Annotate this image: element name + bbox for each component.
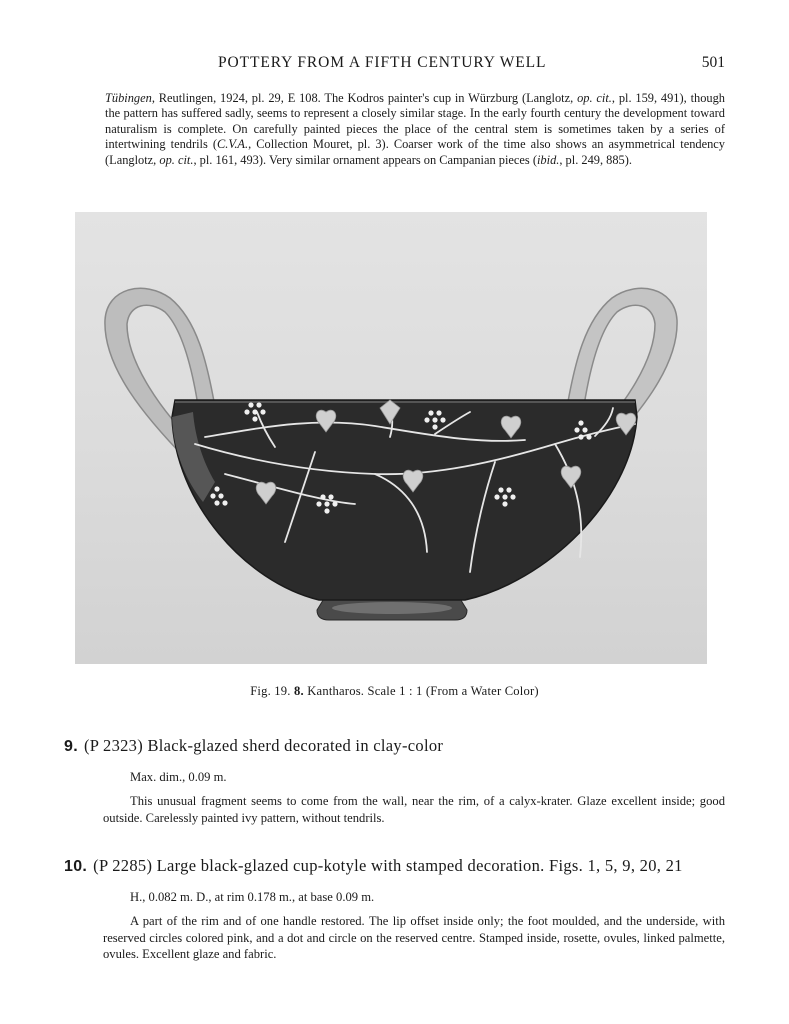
intro-italic-run: op. cit. bbox=[577, 91, 612, 105]
caption-prefix: Fig. 19. bbox=[250, 684, 291, 698]
caption-text: Kantharos. Scale 1 : 1 (From a Water Color) bbox=[307, 684, 539, 698]
running-head-title: POTTERY FROM A FIFTH CENTURY WELL bbox=[218, 54, 547, 71]
entry-9-heading bbox=[64, 736, 443, 756]
entry-9-dimensions: Max. dim., 0.09 m. bbox=[130, 770, 227, 784]
figure-caption bbox=[0, 684, 789, 699]
intro-text-run: , Collection Mouret, pl. 3). Coarser work of the time also shows an asymmetrical tendency (Langlotz, bbox=[105, 137, 725, 167]
entry-10-description: A part of the rim and of one handle restored. The lip offset inside only; the foot moulded, and the underside, with reserved circles colored pink, and a dot and circle on the reserved centre. Stamped inside, rosette, ovules, linked palmette, ovules. Excellent glaze and fabric. bbox=[103, 914, 725, 961]
entry-10-heading bbox=[64, 856, 683, 876]
intro-text-run: , Reutlingen, 1924, pl. 29, E 108. The Kodros painter's cup in Würzburg (Langlotz, bbox=[151, 91, 578, 105]
intro-text-run: , pl. 159, 491), though the pattern has suffered sadly, seems to represent a closely similar stage. In the early fourth century the development toward naturalism is complete. On carefully painted pieces the place of the central stem is sometimes taken by a series of intertwining tendrils ( bbox=[105, 91, 725, 152]
entry-number: 10. bbox=[64, 858, 88, 875]
intro-text-run: , pl. 249, 885). bbox=[559, 152, 632, 167]
figure-kantharos bbox=[75, 212, 707, 664]
caption-number: 8. bbox=[294, 684, 304, 698]
entry-9-description: This unusual fragment seems to come from the wall, near the rim, of a calyx-krater. Glaze excellent inside; good outside. Carelessly painted ivy pattern, without tendrils. bbox=[103, 794, 725, 825]
intro-italic-run: op. cit. bbox=[159, 152, 194, 167]
page-number: 501 bbox=[701, 54, 725, 71]
intro-italic-run: C.V.A. bbox=[216, 137, 249, 152]
entry-title: (P 2323) Black-glazed sherd decorated in clay-color bbox=[83, 736, 444, 755]
entry-10-dimensions: H., 0.082 m. D., at rim 0.178 m., at base 0.09 m. bbox=[130, 890, 375, 904]
intro-italic-run: Tübingen bbox=[105, 91, 152, 105]
intro-italic-run: ibid. bbox=[536, 152, 560, 167]
intro-paragraph bbox=[105, 91, 725, 168]
intro-text-run: , pl. 161, 493). Very similar ornament appears on Campanian pieces ( bbox=[193, 152, 537, 167]
entry-title: (P 2285) Large black-glazed cup-kotyle with stamped decoration. Figs. 1, 5, 9, 20, 21 bbox=[93, 856, 683, 875]
kantharos-illustration bbox=[75, 212, 707, 664]
running-head bbox=[0, 54, 789, 76]
entry-number: 9. bbox=[64, 738, 78, 755]
